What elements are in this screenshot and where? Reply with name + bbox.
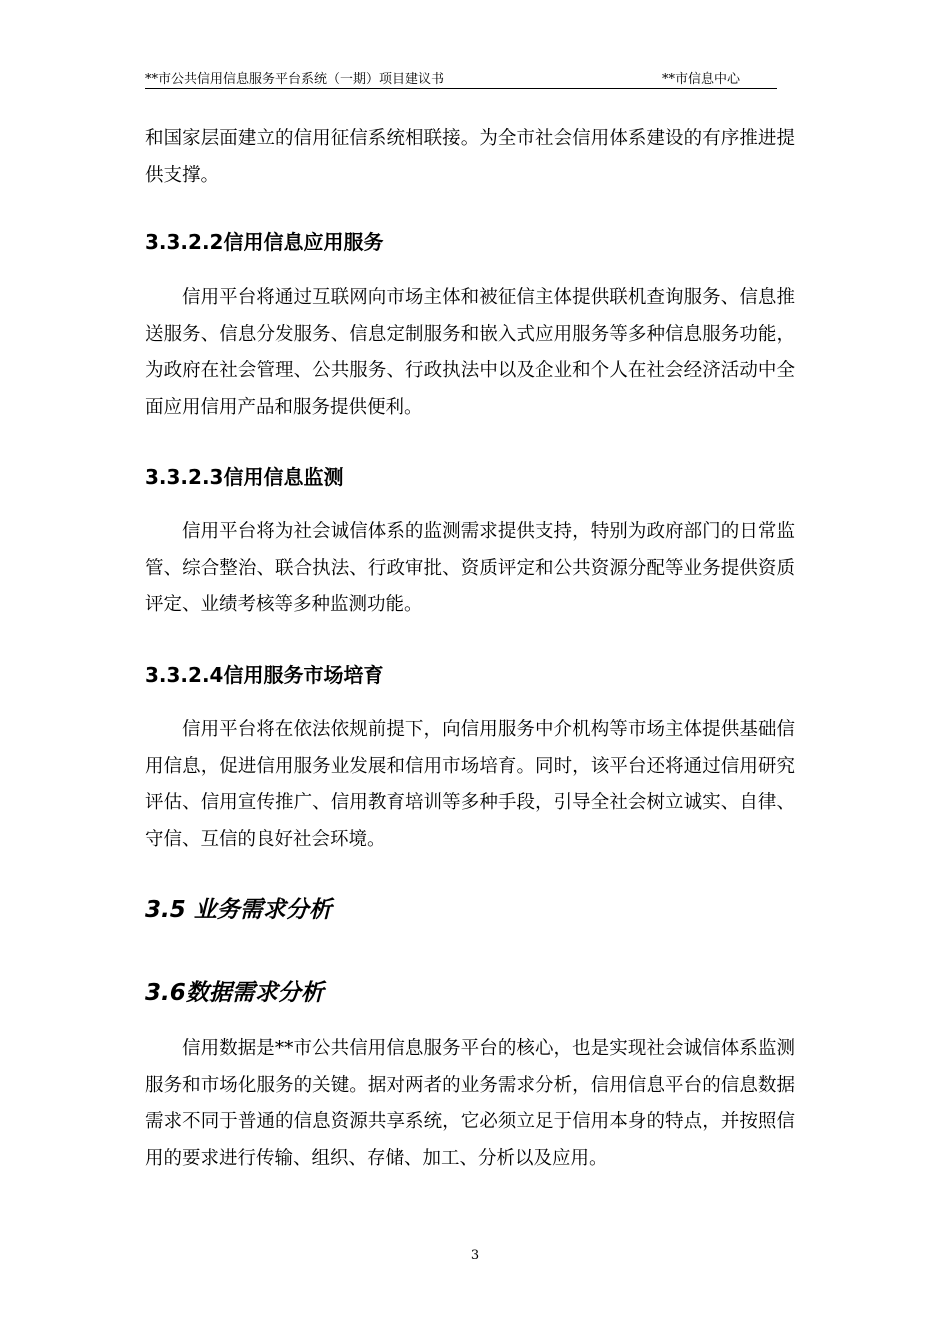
page-number: 3: [470, 1248, 480, 1263]
section-36-body: [145, 1031, 795, 1177]
section-3324-block: [145, 660, 795, 690]
paragraph-credit-application-services: 信用平台将通过互联网向市场主体和被征信主体提供联机查询服务、信息推送服务、信息分发服务、信息定制服务和嵌入式应用服务等多种信息服务功能，为政府在社会管理、公共服务、行政执法中以及企业和个人在社会经济活动中全面应用信用产品和服务提供便利。: [145, 287, 795, 418]
header-document-title: **市公共信用信息服务平台系统（一期）项目建议书: [145, 72, 445, 87]
section-3322-block: [145, 227, 795, 257]
section-3322-body: [145, 280, 795, 426]
section-heading-36: 3.6数据需求分析: [145, 980, 324, 1006]
paragraph-credit-monitoring: 信用平台将为社会诚信体系的监测需求提供支持，特别为政府部门的日常监管、综合整治、联合执法、行政审批、资质评定和公共资源分配等业务提供资质评定、业绩考核等多种监测功能。: [145, 521, 795, 615]
paragraph-data-requirements: 信用数据是**市公共信用信息服务平台的核心，也是实现社会诚信体系监测服务和市场化服务的关键。据对两者的业务需求分析，信用信息平台的信息数据需求不同于普通的信息资源共享系统，它必须立足于信用本身的特点，并按照信用的要求进行传输、组织、存储、加工、分析以及应用。: [145, 1038, 795, 1169]
section-3323-body: [145, 514, 795, 624]
section-heading-3323: 3.3.2.3信用信息监测: [145, 465, 344, 489]
section-heading-3324: 3.3.2.4信用服务市场培育: [145, 663, 384, 687]
page-header: [145, 66, 777, 89]
continued-paragraph: 和国家层面建立的信用征信系统相联接。为全市社会信用体系建设的有序推进提供支撑。: [145, 128, 795, 186]
section-heading-35: 3.5 业务需求分析: [145, 897, 332, 923]
section-36-block: [145, 977, 795, 1009]
section-3323-block: [145, 462, 795, 492]
paragraph-credit-market-cultivation: 信用平台将在依法依规前提下，向信用服务中介机构等市场主体提供基础信用信息，促进信用服务业发展和信用市场培育。同时，该平台还将通过信用研究评估、信用宣传推广、信用教育培训等多种手段，引导全社会树立诚实、自律、守信、互信的良好社会环境。: [145, 719, 795, 850]
section-3324-body: [145, 712, 795, 858]
section-heading-3322: 3.3.2.2信用信息应用服务: [145, 230, 384, 254]
section-35-block: [145, 894, 795, 926]
header-organization: **市信息中心: [662, 72, 741, 87]
continued-paragraph-block: [145, 121, 795, 194]
